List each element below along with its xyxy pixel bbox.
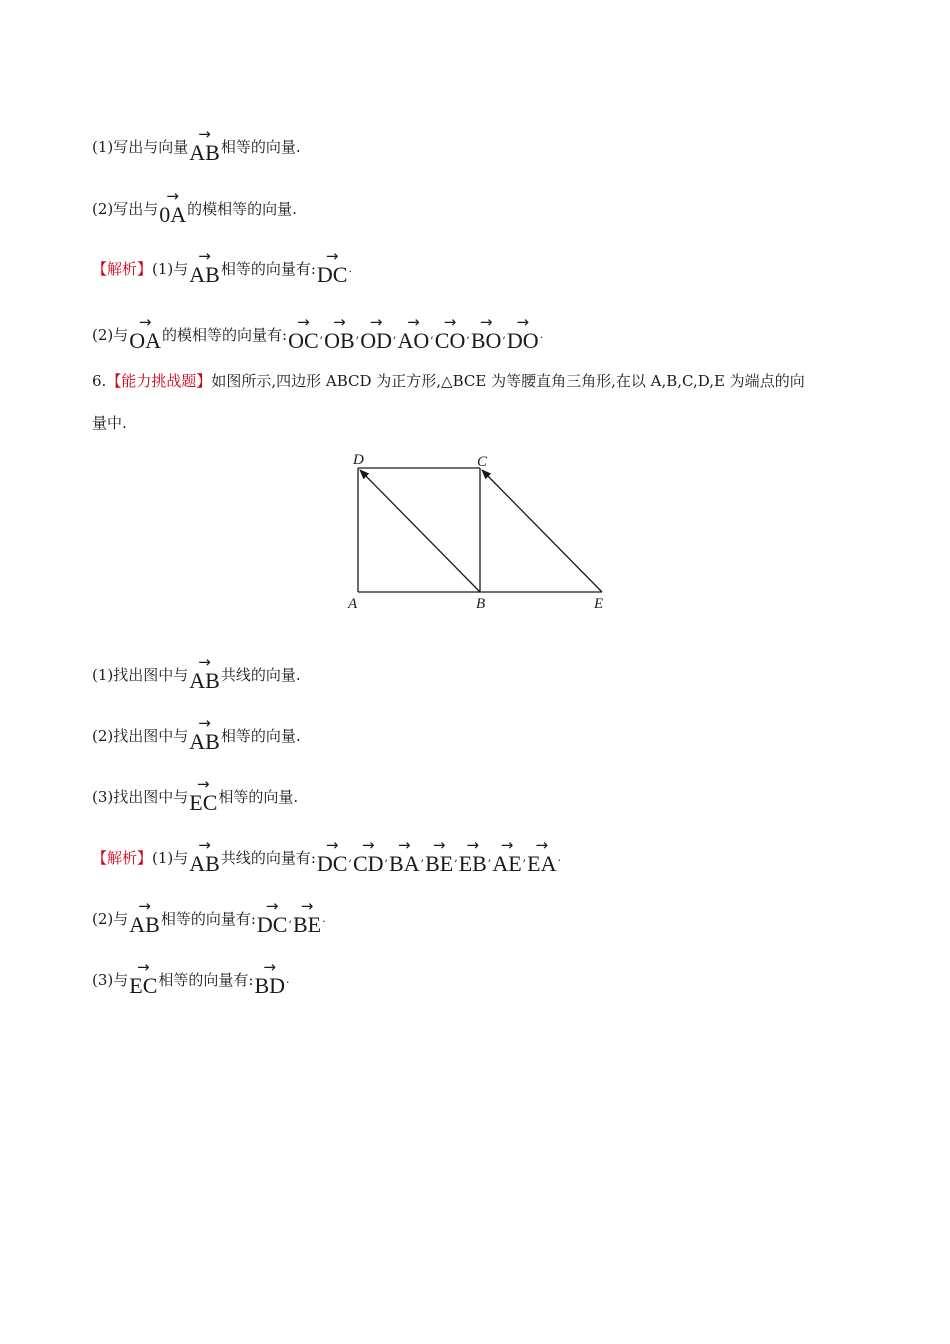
vector-ab: → AB	[189, 125, 220, 165]
label-b: B	[476, 596, 486, 612]
vector-ab: → AB	[189, 714, 220, 754]
p6-question-3	[92, 775, 299, 815]
text: 量中.	[92, 414, 127, 432]
p6-stem-line2	[92, 412, 127, 433]
text: (1)找出图中与	[92, 666, 189, 684]
vector-answer: → OB	[324, 313, 355, 353]
label-d: D	[353, 452, 364, 468]
p6-stem-line1	[92, 370, 805, 391]
vector-answer: → BO	[470, 313, 502, 353]
vector-ec	[482, 470, 602, 592]
p6-question-2	[92, 714, 301, 754]
analysis-tag: 【解析】	[92, 849, 153, 867]
p6-answer-2: (2)与 → AB相等的向量有: → DC, → BE.	[92, 897, 326, 937]
text: .	[557, 851, 561, 864]
text: 相等的向量有:	[158, 971, 254, 989]
vector-oa: → OA	[129, 313, 162, 353]
problem-number: 6.	[92, 372, 107, 390]
text: .	[322, 912, 326, 925]
vector-answer: → EB	[458, 836, 487, 876]
text: (1)写出与向量	[92, 138, 189, 156]
label-c: C	[477, 454, 488, 470]
vector-ab: → AB	[189, 247, 220, 287]
p6-answer-3	[92, 958, 290, 998]
vector-answer: → BD	[254, 958, 285, 998]
p5-answer-2: (2)与 → OA的模相等的向量有: → OC, → OB, → OD, → AO, → CO, → BO, → DO.	[92, 313, 544, 353]
challenge-tag: 【能力挑战题】	[106, 372, 212, 390]
label-a: A	[348, 596, 358, 612]
vector-answer: → OD	[360, 313, 392, 353]
vector-ab: → AB	[129, 897, 160, 937]
text: 如图所示,四边形 ABCD 为正方形,△BCE 为等腰直角三角形,在以 A,B,C,D,E 为端点的向	[211, 372, 805, 390]
text: 的模相等的向量.	[187, 200, 297, 218]
text: (1)与	[152, 849, 189, 867]
vector-bd	[360, 470, 480, 592]
text: .	[286, 973, 290, 986]
text: 相等的向量有:	[160, 910, 256, 928]
text: (2)与	[92, 910, 129, 928]
vector-oa: → 0A	[159, 187, 187, 227]
text: 的模相等的向量有:	[162, 326, 288, 344]
text: (3)与	[92, 971, 129, 989]
vector-answer: → BE	[292, 897, 322, 937]
p6-answer-1: 【解析】(1)与 → AB共线的向量有: → DC, → CD, → BA, → BE, → EB, → AE, → EA.	[92, 836, 561, 876]
text: (2)与	[92, 326, 129, 344]
text: .	[348, 262, 352, 275]
vector-answer: → DC	[316, 247, 348, 287]
text: 共线的向量有:	[220, 849, 316, 867]
vector-ec: → EC	[129, 958, 158, 998]
vector-ab: → AB	[189, 653, 220, 693]
analysis-tag: 【解析】	[92, 260, 153, 278]
p5-answer-1	[92, 247, 352, 287]
vector-answer: → DO	[506, 313, 539, 353]
square-triangle-figure	[340, 448, 620, 618]
p6-question-1	[92, 653, 301, 693]
label-e: E	[594, 596, 604, 612]
text: (3)找出图中与	[92, 788, 189, 806]
text: 相等的向量.	[220, 727, 301, 745]
p5-question-1	[92, 125, 301, 165]
vector-answer: → DC	[256, 897, 288, 937]
vector-ec: → EC	[189, 775, 218, 815]
vector-answer: → OC	[288, 313, 319, 353]
vector-answer: → EA	[527, 836, 557, 876]
vector-answer: → DC	[316, 836, 348, 876]
vector-answer: → CO	[434, 313, 466, 353]
vector-answer: → BE	[425, 836, 454, 876]
vector-answer: → AE	[492, 836, 522, 876]
text: (2)找出图中与	[92, 727, 189, 745]
vector-answer: → BA	[389, 836, 420, 876]
vector-ab: → AB	[189, 836, 220, 876]
vector-answer: → AO	[397, 313, 430, 353]
text: 相等的向量有:	[220, 260, 316, 278]
text: (2)写出与	[92, 200, 159, 218]
text: (1)与	[152, 260, 189, 278]
p5-question-2	[92, 187, 297, 227]
text: 共线的向量.	[220, 666, 301, 684]
text: 相等的向量.	[220, 138, 301, 156]
vector-answer: → CD	[352, 836, 384, 876]
text: 相等的向量.	[218, 788, 299, 806]
text: .	[539, 328, 544, 341]
